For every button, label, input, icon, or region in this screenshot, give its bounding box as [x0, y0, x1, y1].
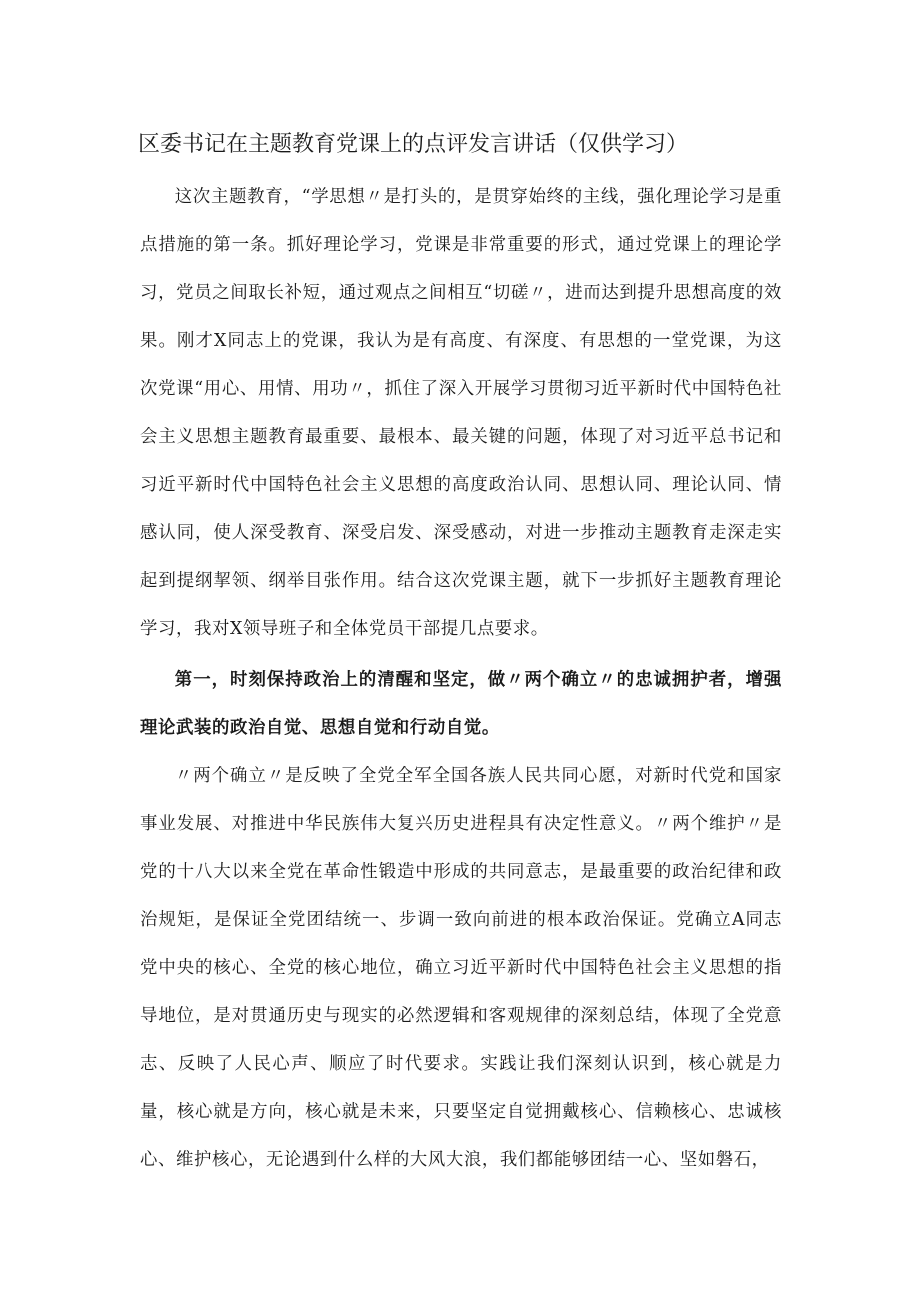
paragraph-intro: 这次主题教育，“学思想〃是打头的，是贯穿始终的主线，强化理论学习是重点措施的第一条。抓好理论学习，党课是非常重要的形式，通过党课上的理论学习，党员之间取长补短，通过观点之间相互“切磋〃，进而达到提升思想高度的效果。刚才X同志上的党课，我认为是有高度、有深度、有思想的一堂党课，为这次党课“用心、用情、用功〃，抓住了深入开展学习贯彻习近平新时代中国特色社会主义思想主题教育最重要、最根本、最关键的问题，体现了对习近平总书记和习近平新时代中国特色社会主义思想的高度政治认同、思想认同、理论认同、情感认同，使人深受教育、深受启发、深受感动，对进一步推动主题教育走深走实起到提纲挈领、纲举目张作用。结合这次党课主题，就下一步抓好主题教育理论学习，我对X领导班子和全体党员干部提几点要求。	[140, 187, 782, 639]
paragraph-two-establishments: 〃两个确立〃是反映了全党全军全国各族人民共同心愿，对新时代党和国家事业发展、对推进中华民族伟大复兴历史进程具有决定性意义。〃两个维护〃是党的十八大以来全党在革命性锻造中形成的共同意志，是最重要的政治纪律和政治规矩，是保证全党团结统一、步调一致向前进的根本政治保证。党确立A同志党中央的核心、全党的核心地位，确立习近平新时代中国特色社会主义思想的指导地位，是对贯通历史与现实的必然逻辑和客观规律的深刻总结，体现了全党意志、反映了人民心声、顺应了时代要求。实践让我们深刻认识到，核心就是力量，核心就是方向，核心就是未来，只要坚定自觉拥戴核心、信赖核心、忠诚核心、维护核心，无论遇到什么样的大风大浪，我们都能够团结一心、坚如磐石，	[140, 766, 782, 1170]
paragraph-heading-first-point: 第一，时刻保持政治上的清醒和坚定，做〃两个确立〃的忠诚拥护者，增强理论武装的政治自觉、思想自觉和行动自觉。	[140, 670, 782, 738]
document-title: 区委书记在主题教育党课上的点评发言讲话（仅供学习）	[138, 132, 689, 157]
